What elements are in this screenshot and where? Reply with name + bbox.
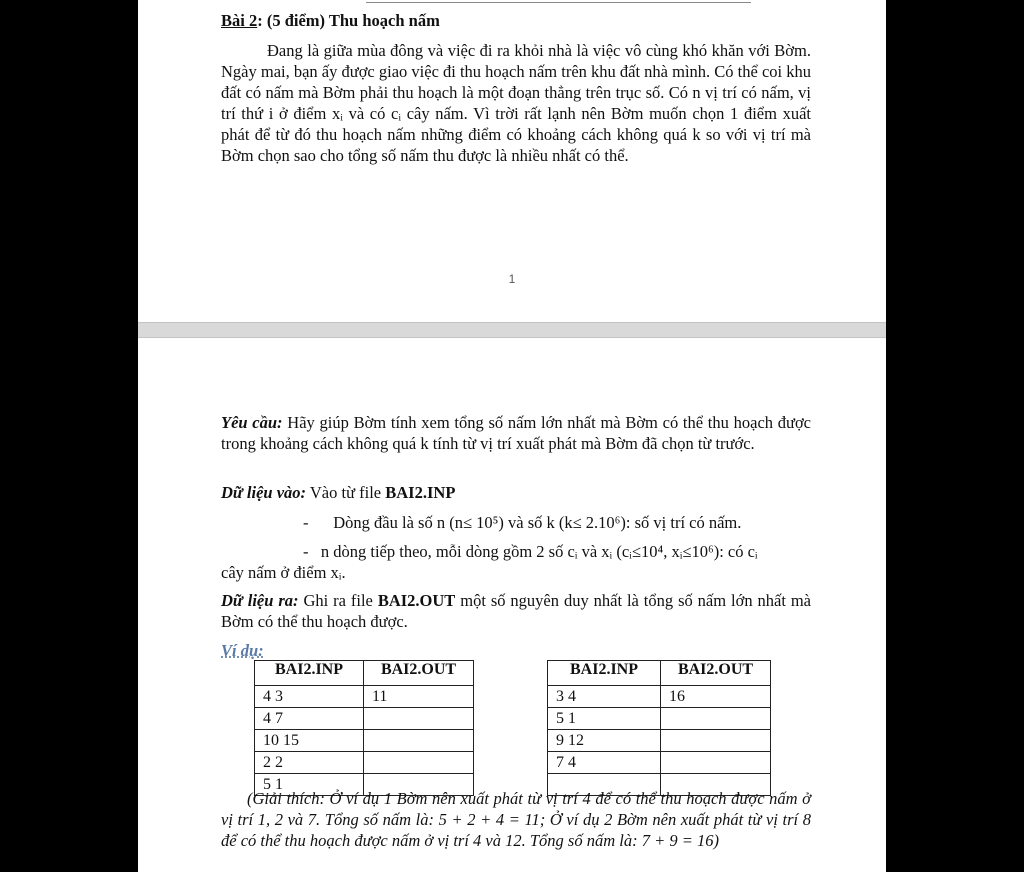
output-text-2: một số nguyên duy nhất là tổng số nấm lớn nhất mà Bờm có thể thu hoạch được. — [221, 591, 812, 631]
example-explanation: (Giải thích: Ở ví dụ 1 Bờm nên xuất phát từ vị trí 4 để có thể thu hoạch được nấm ở vị trí 1, 2 và 7. Tổng số nấm là: 5 + 2 + 4 = 11; Ở ví dụ 2 Bờm nên xuất phát từ vị trí 8 để có thể thu hoạch được nấm ở vị trí 4 và 12. Tổng số nấm là: 7 + 9 = 16) — [221, 789, 811, 850]
title-prefix: Bài 2 — [221, 11, 258, 30]
table-row — [255, 752, 474, 774]
requirement-text: Hãy giúp Bờm tính xem tổng số nấm lớn nhất mà Bờm có thể thu hoạch được trong khoảng cách không quá k tính từ vị trí xuất phát mà Bờm đã chọn từ trước. — [221, 413, 811, 453]
input-text: Vào từ file — [306, 483, 386, 502]
page-separator — [138, 322, 886, 338]
input-label: Dữ liệu vào: — [221, 483, 307, 502]
table-row — [548, 686, 771, 708]
table-row — [255, 686, 474, 708]
problem-title — [221, 10, 811, 31]
table-cell: 3 4 — [548, 686, 661, 708]
table-cell: 4 3 — [255, 686, 364, 708]
table-cell: 5 1 — [255, 774, 364, 796]
example-label: Ví dụ: — [221, 641, 264, 660]
table-cell — [364, 730, 474, 752]
bullet-dash: - — [303, 513, 334, 532]
table-border-remnant — [366, 0, 751, 3]
table-cell — [661, 752, 771, 774]
page-number: 1 — [508, 272, 516, 286]
table-cell: 5 1 — [548, 708, 661, 730]
problem-statement: Đang là giữa mùa đông và việc đi ra khỏi nhà là việc vô cùng khó khăn với Bờm. Ngày mai, bạn ấy được giao việc đi thu hoạch nấm trên khu đất nhà mình. Có thể coi khu đất có nấm mà Bờm phải thu hoạch là một đoạn thẳng trên trục số. Có n vị trí có nấm, vị trí thứ i ở điểm xᵢ và có cᵢ cây nấm. Vì trời rất lạnh nên Bờm muốn chọn 1 điểm xuất phát để từ đó thu hoạch nấm những điểm có khoảng cách không quá k so với vị trí mà Bờm chọn sao cho tổng số nấm thu được là nhiều nhất có thể. — [221, 41, 811, 165]
table-header-out: BAI2.OUT — [364, 661, 474, 686]
requirement-paragraph — [221, 412, 811, 454]
example-table-2 — [547, 660, 771, 796]
table-cell: 16 — [661, 686, 771, 708]
table-cell: 10 15 — [255, 730, 364, 752]
table-header-out: BAI2.OUT — [661, 661, 771, 686]
table-cell: 9 12 — [548, 730, 661, 752]
output-paragraph — [221, 590, 811, 632]
table-row — [548, 752, 771, 774]
input-bullet-2 — [221, 541, 811, 583]
table-cell: 2 2 — [255, 752, 364, 774]
table-cell: 7 4 — [548, 752, 661, 774]
table-cell: 11 — [364, 686, 474, 708]
example-table-1 — [254, 660, 474, 796]
table-cell — [364, 708, 474, 730]
table-header-inp: BAI2.INP — [255, 661, 364, 686]
table-row — [548, 730, 771, 752]
input-bullet-1 — [303, 512, 893, 533]
table-header-inp: BAI2.INP — [548, 661, 661, 686]
input-heading — [221, 482, 811, 503]
table-row — [548, 708, 771, 730]
table-cell — [661, 708, 771, 730]
output-label: Dữ liệu ra: — [221, 591, 299, 610]
input-file-name: BAI2.INP — [385, 483, 456, 502]
bullet-2-continuation: cây nấm ở điểm xᵢ. — [221, 563, 346, 582]
bullet-2-text: n dòng tiếp theo, mỗi dòng gồm 2 số cᵢ và xᵢ (cᵢ≤10⁴, xᵢ≤10⁶): có cᵢ — [320, 542, 758, 561]
table-cell — [364, 752, 474, 774]
requirement-label: Yêu cầu: — [221, 413, 283, 432]
document-page-2 — [138, 338, 886, 872]
bullet-dash: - — [303, 542, 321, 561]
table-cell — [661, 730, 771, 752]
document-page-1 — [138, 0, 886, 322]
output-file-name: BAI2.OUT — [377, 591, 456, 610]
title-rest: : (5 điểm) Thu hoạch nấm — [257, 11, 440, 30]
table-row — [255, 730, 474, 752]
bullet-1-text: Dòng đầu là số n (n≤ 10⁵) và số k (k≤ 2.10⁶): số vị trí có nấm. — [333, 513, 742, 532]
output-text-1: Ghi ra file — [298, 591, 378, 610]
table-row — [255, 708, 474, 730]
table-cell: 4 7 — [255, 708, 364, 730]
